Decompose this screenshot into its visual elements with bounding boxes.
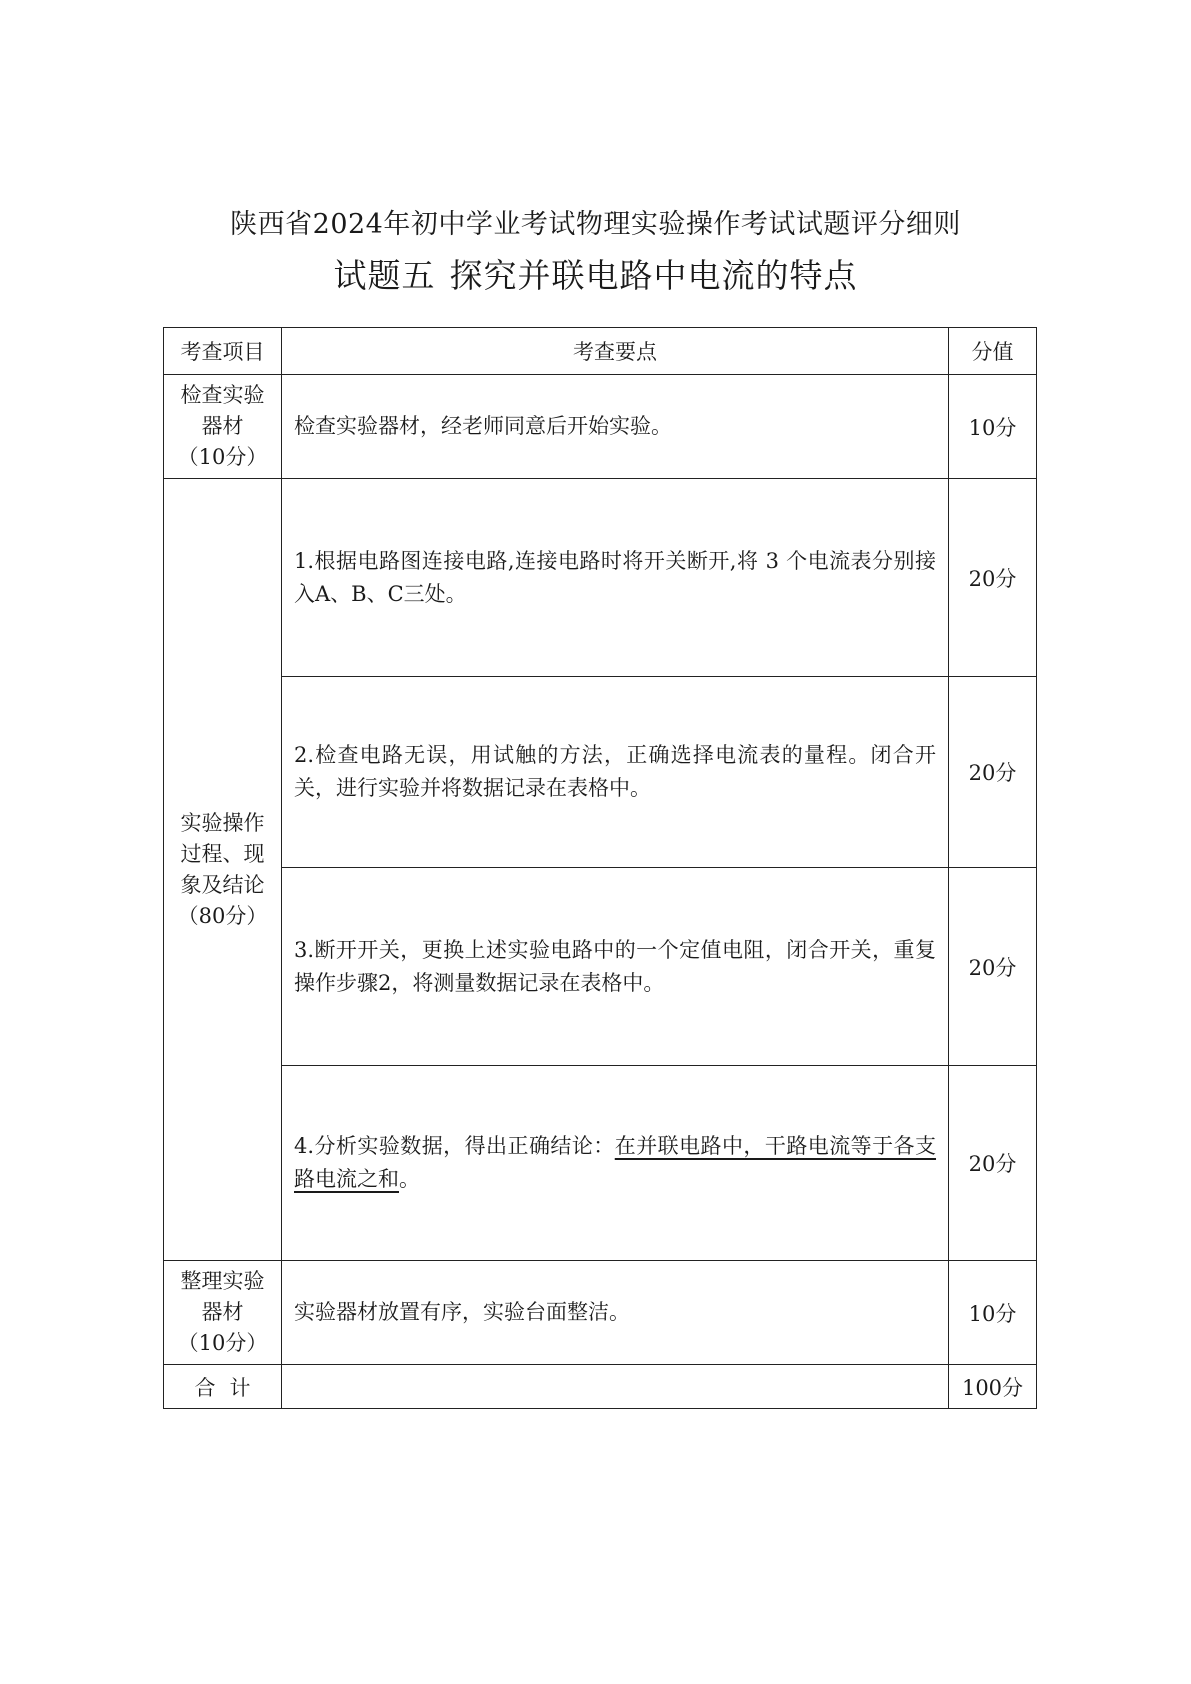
subtitle-text: 探究并联电路中电流的特点 xyxy=(449,256,858,295)
point-step-4: 4.分析实验数据，得出正确结论：在并联电路中，干路电流等于各支路电流之和。 xyxy=(282,1066,949,1261)
conclusion-underlined: 在并联电路中，干路电流等于各支路电流之和 xyxy=(294,1134,937,1191)
subtitle-number: 试题五 xyxy=(333,256,436,295)
score-tidy-equipment: 10分 xyxy=(949,1261,1037,1365)
point-tidy-equipment: 实验器材放置有序，实验台面整洁。 xyxy=(282,1261,949,1365)
total-label: 合计 xyxy=(164,1365,282,1409)
table-header-row xyxy=(164,328,1037,375)
table-row-step-3 xyxy=(164,868,1037,1066)
score-step-4: 20分 xyxy=(949,1066,1037,1261)
header-score: 分值 xyxy=(949,328,1037,375)
exam-subtitle xyxy=(0,250,1191,297)
total-point xyxy=(282,1365,949,1409)
point-step-1: 1.根据电路图连接电路,连接电路时将开关断开,将 3 个电流表分别接入A、B、C三处。 xyxy=(282,479,949,677)
table-row-step-2 xyxy=(164,677,1037,868)
score-check-equipment: 10分 xyxy=(949,375,1037,479)
header-point: 考查要点 xyxy=(282,328,949,375)
score-step-3: 20分 xyxy=(949,868,1037,1066)
table-row-tidy-equipment xyxy=(164,1261,1037,1365)
score-step-1: 20分 xyxy=(949,479,1037,677)
point-step-2: 2.检查电路无误，用试触的方法，正确选择电流表的量程。闭合开关，进行实验并将数据记录在表格中。 xyxy=(282,677,949,868)
table-row-step-1 xyxy=(164,479,1037,677)
point-step-3: 3.断开开关，更换上述实验电路中的一个定值电阻，闭合开关，重复操作步骤2，将测量数据记录在表格中。 xyxy=(282,868,949,1066)
point-check-equipment: 检查实验器材，经老师同意后开始实验。 xyxy=(282,375,949,479)
scoring-table xyxy=(163,327,1037,1409)
category-tidy-equipment: 整理实验 器材 （10分） xyxy=(164,1261,282,1365)
document-title: 陕西省2024年初中学业考试物理实验操作考试试题评分细则 xyxy=(230,209,961,240)
header-item: 考查项目 xyxy=(164,328,282,375)
table-row-step-4 xyxy=(164,1066,1037,1261)
score-step-2: 20分 xyxy=(949,677,1037,868)
table-row-check-equipment xyxy=(164,375,1037,479)
category-process: 实验操作 过程、现 象及结论 （80分） xyxy=(164,479,282,1261)
total-score: 100分 xyxy=(949,1365,1037,1409)
category-check-equipment: 检查实验 器材 （10分） xyxy=(164,375,282,479)
table-row-total xyxy=(164,1365,1037,1409)
